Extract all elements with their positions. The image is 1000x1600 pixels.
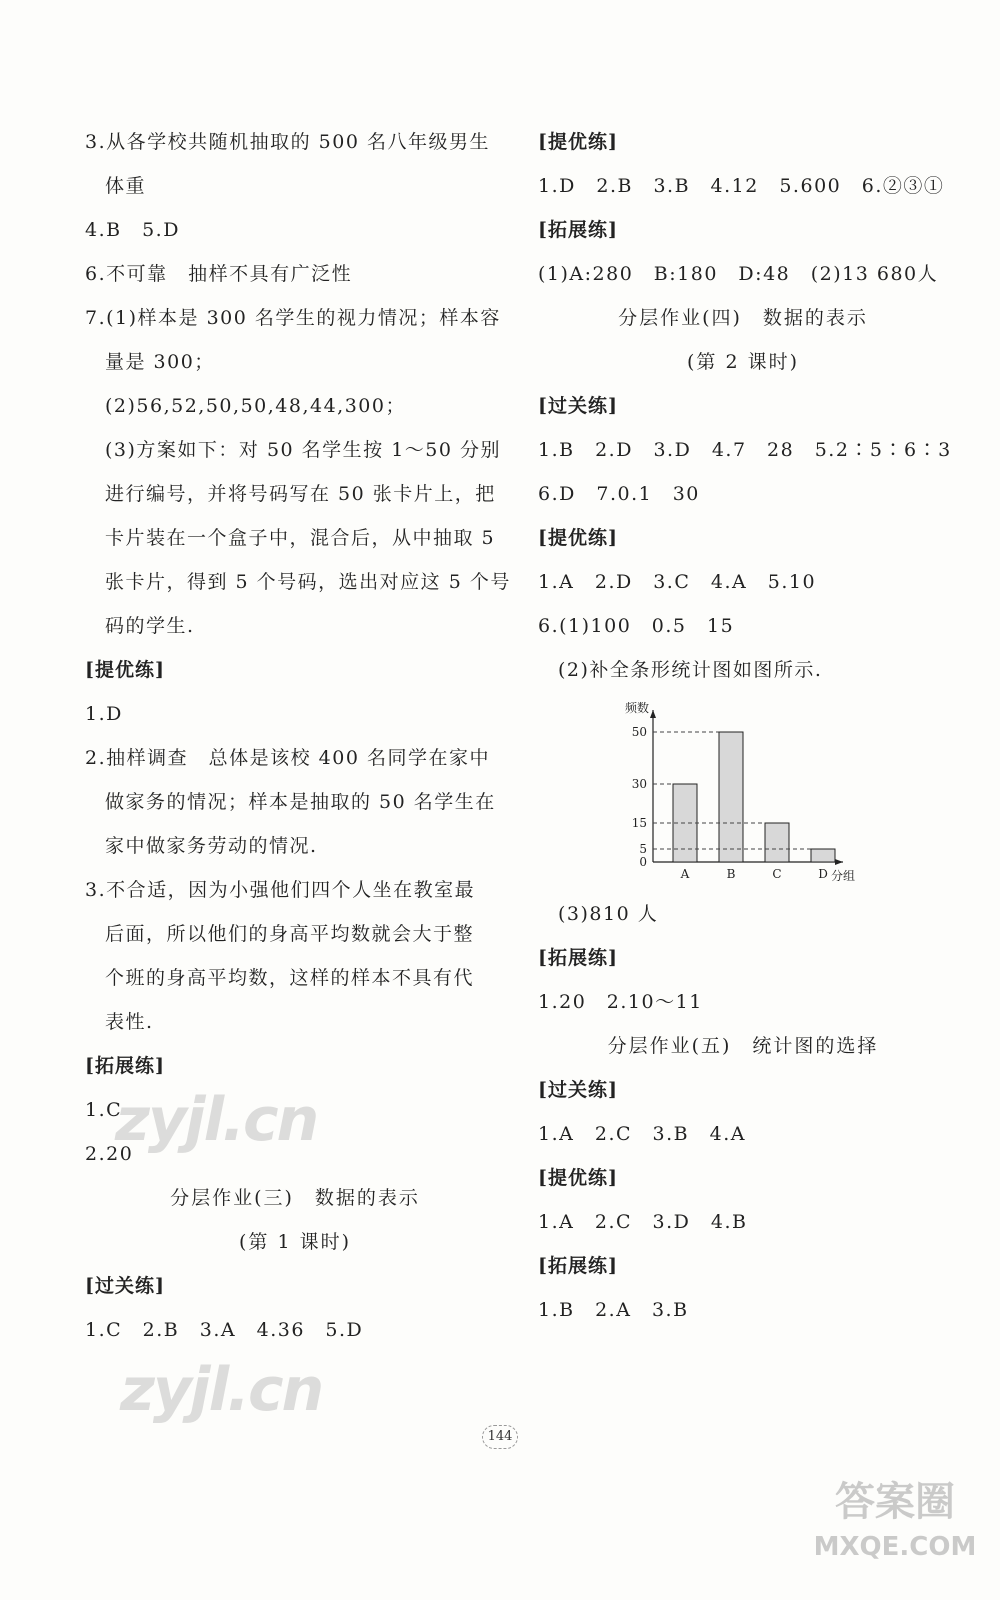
section-label: [过关练] — [538, 1079, 618, 1101]
bar — [811, 849, 835, 862]
bar-chart — [538, 692, 948, 892]
answer-line: (3)方案如下：对 50 名学生按 1～50 分别 — [105, 439, 502, 461]
section-heading: (第 1 课时) — [239, 1231, 351, 1253]
watermark: zyjl.cn — [120, 1355, 323, 1425]
answer-line: (2)补全条形统计图如图所示. — [558, 659, 823, 681]
answer-line: 1.20 2.10～11 — [538, 991, 703, 1013]
corner-logo-line1: 答案圈 — [835, 1479, 955, 1525]
x-tick-label: C — [772, 867, 782, 881]
answer-line: 3.从各学校共随机抽取的 500 名八年级男生 — [85, 131, 490, 153]
answer-line: 4.B 5.D — [85, 219, 180, 241]
section-heading: (第 2 课时) — [687, 351, 799, 373]
answer-line: 1.C 2.B 3.A 4.36 5.D — [85, 1319, 364, 1341]
answer-line: 2.20 — [85, 1143, 134, 1165]
y-tick-label: 0 — [639, 855, 647, 869]
right-top-block — [538, 120, 952, 692]
left-column — [85, 120, 511, 1352]
answer-line: (2)56,52,50,50,48,44,300； — [105, 395, 406, 417]
answer-line: 1.D 2.B 3.B 4.12 5.600 6.②③① — [538, 175, 945, 197]
answer-line: 做家务的情况；样本是抽取的 50 名学生在 — [105, 791, 496, 813]
y-axis-arrow — [650, 710, 656, 718]
answer-line: 3.不合适，因为小强他们四个人坐在教室最 — [85, 879, 476, 901]
section-heading: 分层作业(四) 数据的表示 — [618, 307, 868, 329]
y-axis-label: 频数 — [624, 701, 649, 715]
answer-line: 6.D 7.0.1 30 — [538, 483, 700, 505]
section-heading: 分层作业(五) 统计图的选择 — [607, 1035, 879, 1057]
answer-line: 家中做家务劳动的情况. — [105, 835, 318, 857]
answer-line: 1.A 2.C 3.D 4.B — [538, 1211, 748, 1233]
answer-line: 1.B 2.A 3.B — [538, 1299, 689, 1321]
answer-line: 7.(1)样本是 300 名学生的视力情况；样本容 — [85, 307, 501, 329]
answer-line: 卡片装在一个盒子中，混合后，从中抽取 5 — [105, 527, 496, 549]
section-label: [过关练] — [538, 395, 618, 417]
bar — [765, 823, 789, 862]
section-label: [拓展练] — [538, 219, 618, 241]
answer-line: 2.抽样调查 总体是该校 400 名同学在家中 — [85, 747, 490, 769]
section-label: [拓展练] — [538, 1255, 618, 1277]
section-label: [拓展练] — [85, 1055, 165, 1077]
answer-line: 6.不可靠 抽样不具有广泛性 — [85, 263, 353, 285]
section-label: [过关练] — [85, 1275, 165, 1297]
answer-line: 1.C — [85, 1099, 123, 1121]
answer-line: 个班的身高平均数，这样的样本不具有代 — [105, 967, 475, 989]
answer-line: 体重 — [105, 175, 147, 197]
x-axis-arrow — [835, 859, 843, 865]
answer-line: 1.A 2.D 3.C 4.A 5.10 — [538, 571, 817, 593]
section-heading: 分层作业(三) 数据的表示 — [170, 1187, 420, 1209]
x-axis-label: 分组 — [831, 869, 856, 883]
y-tick-label: 30 — [631, 777, 647, 791]
x-tick-label: D — [818, 867, 828, 881]
answer-line: 1.A 2.C 3.B 4.A — [538, 1123, 746, 1145]
x-tick-label: B — [726, 867, 736, 881]
bar — [719, 732, 743, 862]
y-tick-label: 50 — [631, 725, 647, 739]
y-tick-label: 15 — [631, 816, 647, 830]
right-bottom-block — [538, 892, 948, 1332]
answer-line: (3)810 人 — [558, 903, 659, 925]
answer-line: 张卡片，得到 5 个号码，选出对应这 5 个号 — [105, 571, 511, 593]
section-label: [提优练] — [538, 1167, 618, 1189]
page-number: 144 — [482, 1425, 518, 1449]
right-column — [538, 120, 952, 1332]
x-tick-label: A — [680, 867, 690, 881]
section-label: [提优练] — [538, 527, 618, 549]
bar-chart-svg — [538, 692, 868, 892]
corner-logo-line2: MXQE.COM — [813, 1532, 977, 1562]
answer-line: 表性. — [105, 1011, 154, 1033]
section-label: [提优练] — [85, 659, 165, 681]
answer-line: 码的学生. — [105, 615, 195, 637]
answer-line: (1)A:280 B:180 D:48 (2)13 680人 — [538, 263, 939, 285]
watermark: zyjl.cn — [115, 1085, 318, 1155]
answer-line: 1.B 2.D 3.D 4.7 28 5.2∶5∶6∶3 — [538, 439, 952, 461]
answer-line: 6.(1)100 0.5 15 — [538, 615, 735, 637]
answer-line: 后面，所以他们的身高平均数就会大于整 — [105, 923, 475, 945]
section-label: [拓展练] — [538, 947, 618, 969]
corner-logo — [810, 1460, 980, 1570]
section-label: [提优练] — [538, 131, 618, 153]
answer-line: 进行编号，并将号码写在 50 张卡片上，把 — [105, 483, 496, 505]
y-tick-label: 5 — [639, 842, 647, 856]
answer-line: 1.D — [85, 703, 123, 725]
answer-line: 量是 300； — [105, 351, 215, 373]
